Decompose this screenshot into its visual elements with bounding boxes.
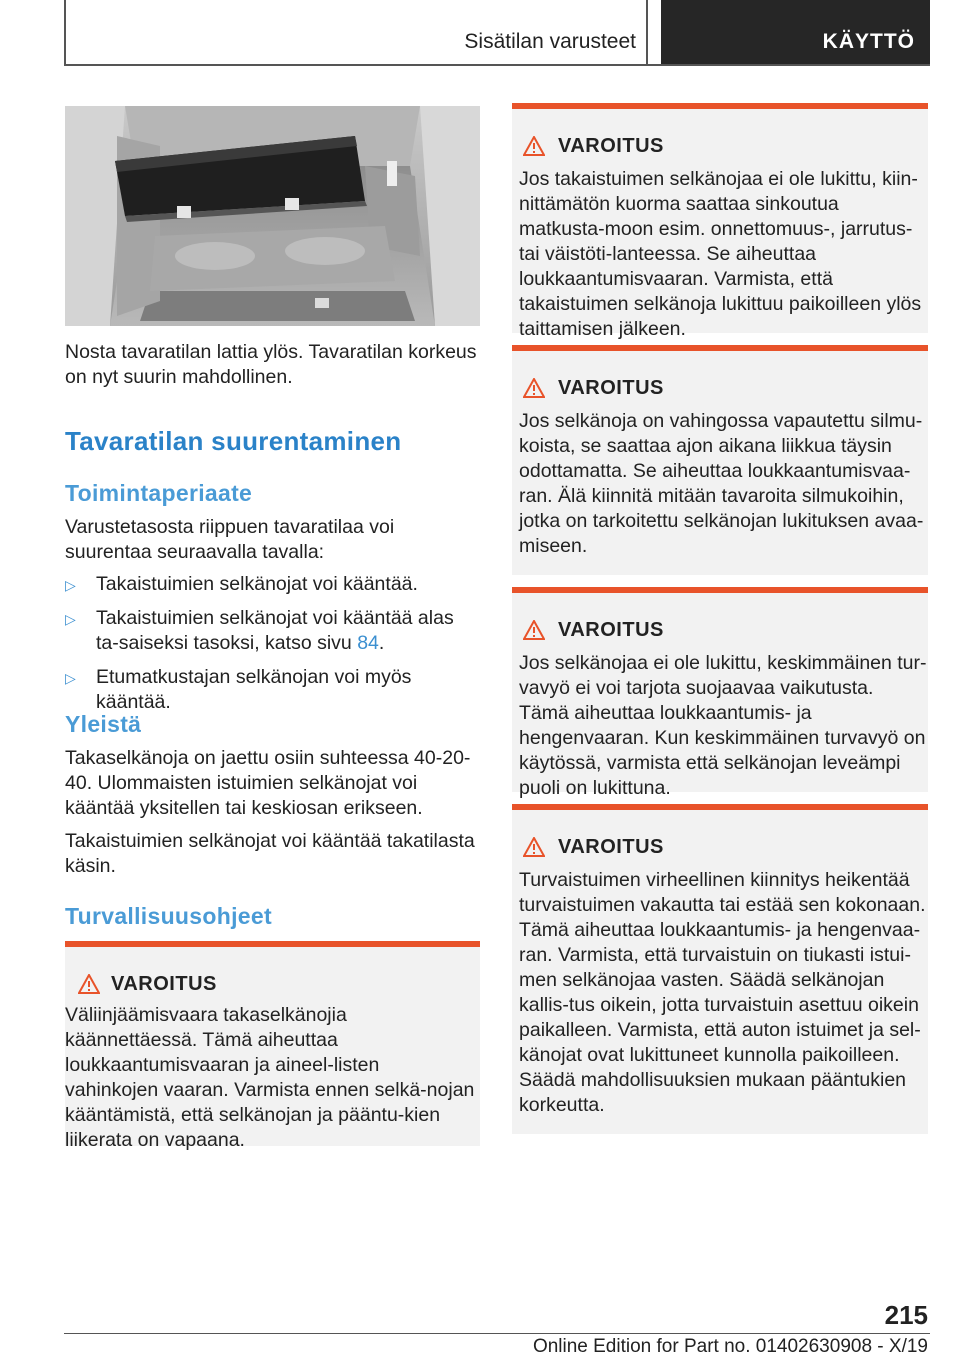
page-link[interactable]: 84 xyxy=(357,632,379,654)
page-number: 215 xyxy=(884,1300,928,1330)
trunk-illustration xyxy=(65,106,480,326)
general-paragraph-1: Takaselkänoja on jaettu osiin suhteessa 40-20-40. Ulommaisten istuimien selkänojat voi kääntää yksitellen tai keskiosan erikseen. xyxy=(65,747,471,819)
triangle-bullet-icon: ▷ xyxy=(65,670,76,686)
intro-paragraph: Nosta tavaratilan lattia ylös. Tavaratilan korkeus on nyt suurin mahdollinen. xyxy=(65,341,477,388)
warning-box xyxy=(512,804,928,1134)
warning-box xyxy=(512,587,928,799)
list-item-text-end: . xyxy=(378,632,385,654)
triangle-bullet-icon: ▷ xyxy=(65,611,76,627)
trunk-photo xyxy=(65,106,480,326)
warning-text: Väliinjäämisvaara takaselkänojia käännettäessä. Tämä aiheuttaa loukkaantumisvaaran ja aineel-listen vahinkojen vaaran. Varmista ennen selkä-nojan kääntämistä, että selkänojan ja pääntu-kien liikerata on vapaana. xyxy=(65,1004,475,1151)
list-item-text: Takaistuimien selkänojat voi kääntää. xyxy=(96,573,418,595)
triangle-bullet-icon: ▷ xyxy=(65,577,76,593)
subsection-safety: Turvallisuusohjeet xyxy=(65,903,272,929)
warning-triangle-icon xyxy=(523,136,545,156)
list-item-text-main: Takaistuimien selkänojat voi kääntää alas ta-saiseksi tasoksi, katso sivu xyxy=(96,607,454,654)
warning-title: VAROITUS xyxy=(558,619,664,641)
principle-paragraph: Varustetasosta riippuen tavaratilaa voi suurentaa seuraavalla tavalla: xyxy=(65,516,395,563)
header-divider xyxy=(64,64,930,66)
warning-box xyxy=(65,941,480,1151)
list-item-text: Etumatkustajan selkänojan voi myös kääntää. xyxy=(96,666,412,713)
section-title: Tavaratilan suurentaminen xyxy=(65,426,402,456)
header-section-title: Sisätilan varusteet xyxy=(464,30,636,53)
warning-text: Jos selkänoja on vahingossa vapautettu silmu-koista, se saattaa ajon aikana liikkua täysin odottamatta. Se aiheuttaa loukkaantumisvaa-ran. Älä kiinnitä mitään tavaroita silmukoihin, jotka on tarkoitettu selkänojan lukituksen avaa-miseen. xyxy=(519,410,924,557)
list-item-text xyxy=(96,606,476,656)
warning-text: Jos takaistuimen selkänojaa ei ole lukittu, kiin-nittämätön kuorma saattaa sinkoutua matkusta-moon esim. onnettomuus-, jarrutus- tai väistöti-lanteessa. Se aiheuttaa loukkaantumisvaaran. Varmista, että takaistuimen selkänoja lukittuu paikoilleen ylös taittamisen jälkeen. xyxy=(519,168,922,340)
warning-title: VAROITUS xyxy=(111,973,217,995)
warning-text: Turvaistuimen virheellinen kiinnitys heikentää turvaistuimen vakautta tai estää sen kokonaan. Tämä aiheuttaa loukkaantumis- ja hengenvaa-ran. Varmista, että turvaistuin on tiukasti istui-men selkänojaa vasten. Säädä selkänojan kallis-tus oikein, jotta turvaistuin asettuu oikein paikalleen. Varmista, että auton istuimet ja sel-känojat ovat lukittuneet kunnolla paikoilleen. Säädä mahdollisuuksien mukaan pääntukien korkeutta. xyxy=(519,869,926,1116)
header-chapter-label: KÄYTTÖ xyxy=(822,30,915,53)
header-chapter-tab[interactable] xyxy=(661,0,930,64)
subsection-general: Yleistä xyxy=(65,711,142,737)
warning-title: VAROITUS xyxy=(558,836,664,858)
warning-triangle-icon xyxy=(523,620,545,640)
footer-edition: Online Edition for Part no. 01402630908 - X/19 xyxy=(532,1336,928,1357)
warning-text: Jos selkänojaa ei ole lukittu, keskimmäinen tur-vavyö ei voi tarjota suojaavaa vaikutusta. Tämä aiheuttaa loukkaantumis- ja hengenvaaran. Kun keskimmäinen turvavyö on käytössä, varmista että selkänojan leveämpi puoli on lukittuna. xyxy=(519,652,927,799)
warning-title: VAROITUS xyxy=(558,377,664,399)
warning-triangle-icon xyxy=(523,837,545,857)
footer-divider xyxy=(64,1333,930,1334)
general-paragraph-2: Takaistuimien selkänojat voi kääntää takatilasta käsin. xyxy=(65,830,475,877)
warning-triangle-icon xyxy=(523,378,545,398)
list-item xyxy=(65,606,485,656)
warning-box xyxy=(512,345,928,575)
warning-box xyxy=(512,103,928,340)
warning-title: VAROITUS xyxy=(558,135,664,157)
warning-triangle-icon xyxy=(78,974,100,994)
subsection-principle: Toimintaperiaate xyxy=(65,480,253,506)
